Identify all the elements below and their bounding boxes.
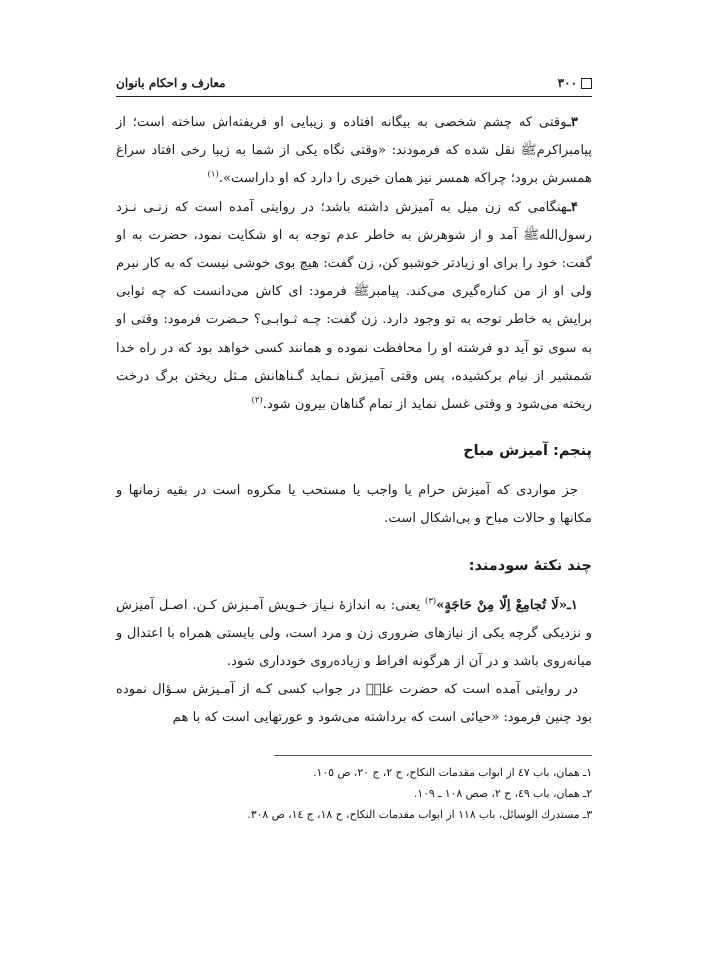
hadith-quote: «لَا تُجامِعْ اِلّا مِنْ حَاجَةٍ» [436, 597, 568, 613]
footnote-3: ۳ـ مستدرك الوسائل، باب ١١٨ از ابواب مقدمات النكاح، ح ١٨، ج ١٤، ص ٣٠٨. [247, 807, 592, 821]
footnote-2: ۲ـ همان، باب ٤٩، ح ٢، صص ١٠٨ ـ ١٠٩. [413, 786, 592, 800]
paragraph-last: در روایتی آمده است که حضرت علیؑ در جواب کسی کـه از آمـیزش سـؤال نموده بود چنین فرمود: «حیائی است که برداشته می‌شود و عورتهایی است که با هم [116, 682, 592, 726]
page-body [116, 109, 592, 733]
page-header [116, 70, 592, 97]
footnote-ref: (۱) [207, 170, 219, 181]
paragraph-text: وقتی که چشم شخصی به بیگانه افتاده و زیبایی او فریفته‌اش ساخته است؛ از پیامبراکرمﷺ نقل شده که فرمودند: «وقتی نگاه یکی از شما به زیبا رخی افتاد سراغ همسرش برود؛ چراکه همسر نیز همان خیری را دارد که او داراست». [116, 115, 592, 187]
footnote-1: ۱ـ همان، باب ٤٧ از ابواب مقدمات النکاح، ح ٢، ج ٢٠، ص ١٠٥. [313, 765, 592, 779]
running-title: معارف و احکام بانوان [116, 76, 226, 90]
section-heading-mubah: پنجم: آمیزش مباح [463, 443, 592, 460]
footnote-ref: (۳) [424, 596, 437, 607]
paragraph-text: یعنی: به اندازهٔ نـیاز خـویش آمـیزش کـن. اصـل آمیزش و نزدیکی گرچه یکی از نیازهای ضروری زن و مرد است، ولی بایستی همراه با اعتدال و میانه‌روی باشد و در آن از هرگونه افراط و زیاده‌روی خودداری شود. [116, 597, 592, 670]
footnotes [116, 762, 592, 825]
page-number: ۳۰۰ [557, 76, 577, 90]
page-number-block [558, 76, 592, 90]
paragraph-mubah: جز مواردی که آمیزش حرام یا واجب یا مستحب یا مکروه است در بقیه زمانها و مکانها و حالات مباح و بی‌اشکال است. [116, 483, 592, 527]
item-number: ۴ـ [567, 199, 578, 215]
paragraph-point-1 [116, 592, 592, 677]
square-bullet-icon [581, 78, 592, 89]
paragraph-item-3 [116, 109, 592, 194]
section-heading-points: چند نکتهٔ سودمند: [468, 557, 592, 574]
item-number: ۱ـ [567, 597, 578, 613]
book-page [116, 70, 592, 825]
paragraph-item-4 [116, 194, 592, 420]
footnote-ref: (۲) [251, 395, 263, 406]
item-number: ۳ـ [567, 115, 578, 130]
paragraph-text: هنگامی که زن میل به آمیزش داشته باشد؛ در روایتی آمده است که زنـی نـزد رسول‌اللهﷺ آمد و از شوهرش به خاطر عدم توجه به او شکایت نمود، حضرت به او گفت: خود را برای او زیادتر خوشبو کن، زن گفت: هیچ بوی خوشی نیست که به کار نبرم ولی او از من کناره‌گیری می‌کند. پیامبرﷺ فرمود: ای کاش می‌دانست که چه ثوابی برایش به خاطر توجه به تو وجود دارد. زن گفت: چـه ثـوابـی؟ حـضرت فرمود: وقتی او به سوی تو آید دو فرشته او را محافظت نموده و همانند کسی خواهد بود که در راه خدا شمشیر از نیام برکشیده، پس وقتی آمیزش نـماید گـناهانش مـثل ریختن برگ درخت ریخته می‌شود و وقتی غسل نماید از تمام گناهان بیرون شود. [116, 199, 592, 413]
footnote-divider [274, 755, 592, 756]
